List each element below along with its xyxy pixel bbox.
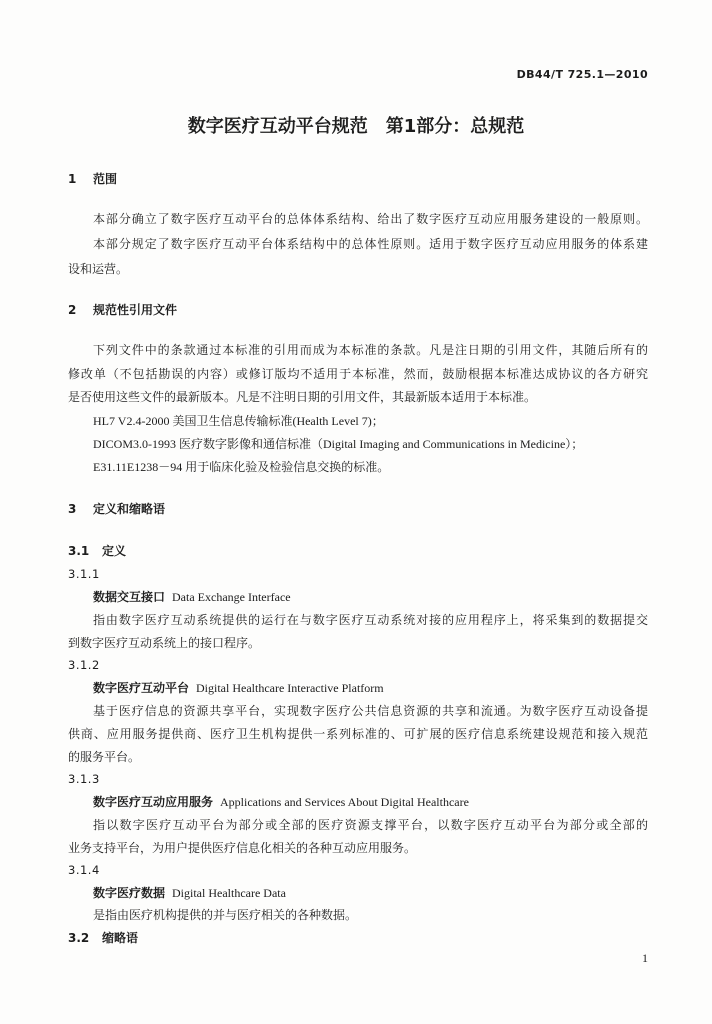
definition-line: 到数字医疗互动系统上的接口程序。 [68, 636, 261, 650]
scope-line: 设和运营。 [68, 262, 129, 276]
clause-number: 3.1.4 [68, 863, 100, 877]
term-en: Digital Healthcare Data [172, 886, 286, 900]
page-number: 1 [642, 951, 648, 965]
normative-refs-line: 是否使用这些文件的最新版本。凡是不注明日期的引用文件，其最新版本适用于本标准。 [68, 390, 537, 404]
subsection-3-1-heading: 定义 [102, 544, 127, 558]
subsection-3-1-number: 3.1 [68, 544, 90, 558]
reference-item: DICOM3.0-1993 医疗数字影像和通信标准（Digital Imaging and Communications in Medicine）； [93, 437, 584, 451]
subsection-3-2-number: 3.2 [68, 931, 90, 945]
term-line [93, 794, 648, 810]
term-zh: 数字医疗互动应用服务 [93, 795, 214, 809]
term-en: Data Exchange Interface [172, 590, 291, 604]
term-line [93, 589, 648, 605]
normative-refs-line: 修改单（不包括勘误的内容）或修订版均不适用于本标准，然而，鼓励根据本标准达成协议的各方研究 [68, 367, 648, 381]
clause-number: 3.1.3 [68, 772, 100, 786]
section-2-number: 2 [68, 303, 77, 317]
definition-line: 是指由医疗机构提供的并与医疗相关的各种数据。 [93, 908, 358, 922]
page-title: 数字医疗互动平台规范 第1部分：总规范 [187, 116, 525, 137]
term-line [93, 680, 648, 696]
term-en: Applications and Services About Digital Healthcare [220, 795, 469, 809]
term-zh: 数据交互接口 [93, 590, 166, 604]
reference-item: E31.11E1238－94 用于临床化验及检验信息交换的标准。 [93, 460, 390, 474]
document-code: DB44/T 725.1—2010 [516, 68, 648, 81]
definition-line: 指以数字医疗互动平台为部分或全部的医疗资源支撑平台，以数字医疗互动平台为部分或全部的 [93, 818, 648, 832]
section-1-heading: 范围 [93, 172, 118, 186]
clause-number: 3.1.1 [68, 567, 100, 581]
scope-line: 本部分确立了数字医疗互动平台的总体体系结构、给出了数字医疗互动应用服务建设的一般原则。 [93, 212, 648, 226]
definition-line: 指由数字医疗互动系统提供的运行在与数字医疗互动系统对接的应用程序上，将采集到的数据提交 [93, 613, 648, 627]
section-3-number: 3 [68, 502, 77, 516]
normative-refs-line: 下列文件中的条款通过本标准的引用而成为本标准的条款。凡是注日期的引用文件，其随后所有的 [93, 343, 648, 357]
definition-line: 基于医疗信息的资源共享平台，实现数字医疗公共信息资源的共享和流通。为数字医疗互动设备提 [93, 704, 648, 718]
subsection-3-2-heading: 缩略语 [102, 931, 139, 945]
definition-line: 业务支持平台，为用户提供医疗信息化相关的各种互动应用服务。 [68, 841, 417, 855]
term-line [93, 885, 648, 901]
section-3-heading: 定义和缩略语 [93, 502, 166, 516]
term-zh: 数字医疗互动平台 [93, 681, 190, 695]
term-zh: 数字医疗数据 [93, 886, 166, 900]
reference-item: HL7 V2.4-2000 美国卫生信息传输标准(Health Level 7)； [93, 414, 384, 428]
definition-line: 的服务平台。 [68, 750, 141, 764]
section-1-number: 1 [68, 172, 77, 186]
section-2-heading: 规范性引用文件 [93, 303, 178, 317]
clause-number: 3.1.2 [68, 658, 100, 672]
term-en: Digital Healthcare Interactive Platform [196, 681, 384, 695]
scope-line: 本部分规定了数字医疗互动平台体系结构中的总体性原则。适用于数字医疗互动应用服务的体系建 [93, 237, 648, 251]
definition-line: 供商、应用服务提供商、医疗卫生机构提供一系列标准的、可扩展的医疗信息系统建设规范和接入规范 [68, 727, 648, 741]
